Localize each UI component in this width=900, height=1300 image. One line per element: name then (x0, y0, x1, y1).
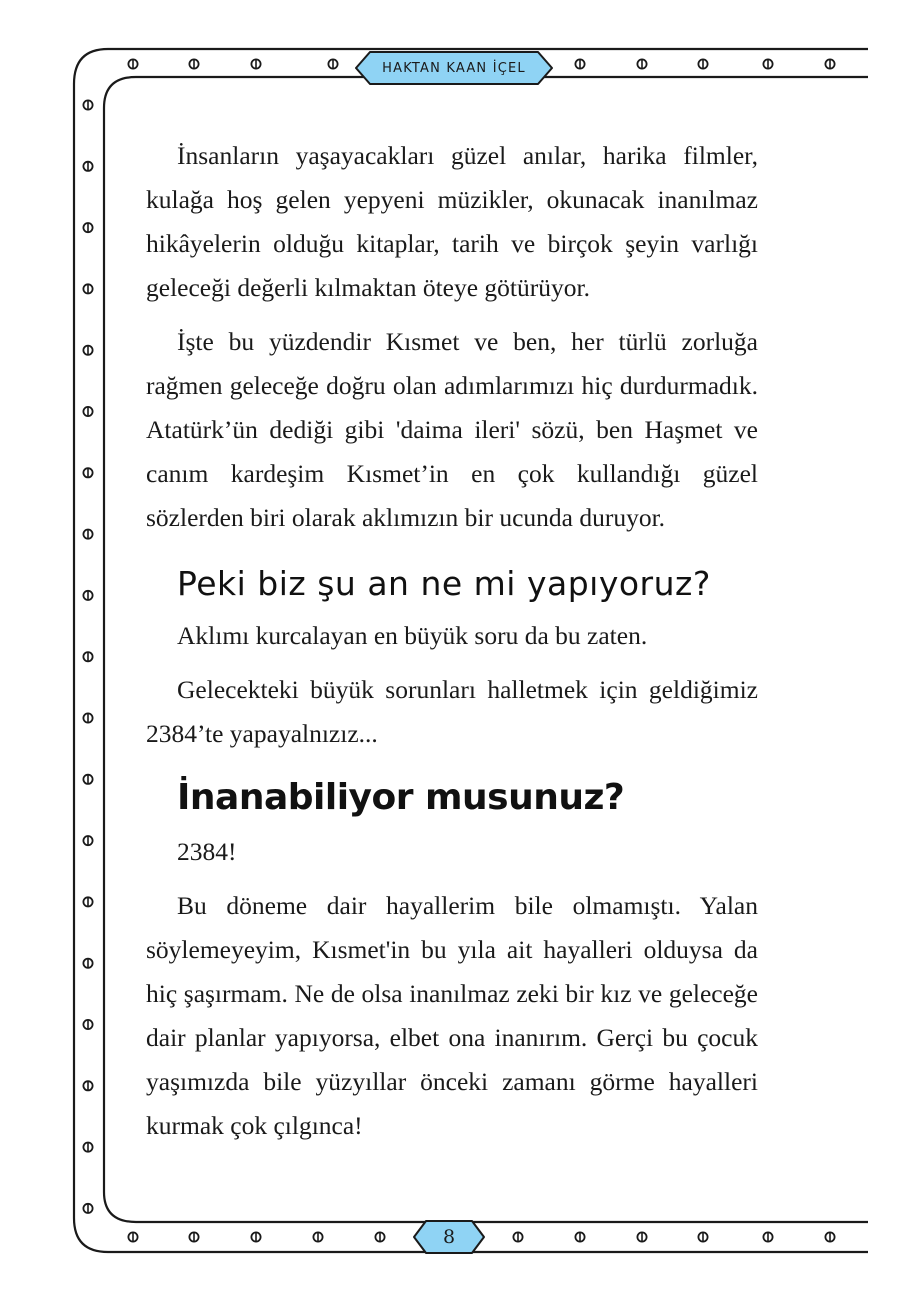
rivet-icon (128, 59, 137, 68)
rivet-icon (83, 897, 92, 906)
rivet-icon (825, 1232, 834, 1241)
rivet-icon (189, 1232, 198, 1241)
rivet-icon (189, 59, 198, 68)
rivet-icon (128, 1232, 137, 1241)
rivet-icon (825, 59, 834, 68)
rivet-icon (637, 59, 646, 68)
page-content (146, 134, 758, 1148)
rivet-icon (763, 59, 772, 68)
rivet-icon (313, 1232, 322, 1241)
rivet-icon (83, 407, 92, 416)
rivet-icon (83, 346, 92, 355)
paragraph-3: Aklımı kurcalayan en büyük soru da bu zaten. (177, 621, 648, 650)
rivet-icon (83, 775, 92, 784)
rivet-icon (83, 1020, 92, 1029)
rivet-icon (83, 162, 92, 171)
rivet-icon (575, 1232, 584, 1241)
rivet-icon (83, 100, 92, 109)
rivet-icon (83, 652, 92, 661)
rivet-icon (328, 59, 337, 68)
rivet-icon (375, 1232, 384, 1241)
page-number: 8 (442, 1226, 456, 1248)
rivet-icon (575, 59, 584, 68)
rivet-icon (698, 59, 707, 68)
paragraph-6: Bu döneme dair hayallerim bile olmamıştı. Yalan söylemeyeyim, Kısmet'in bu yıla ait hayalleri olduysa da hiç şaşırmam. Ne de olsa inanılmaz zeki bir kız ve geleceğe dair planlar yapıyorsa, elbet ona inanırım. Gerçi bu çocuk yaşımızda bile yüzyıllar önceki zamanı görme hayalleri kurmak çok çılgınca! (146, 891, 758, 1140)
heading-exclaim: İnanabiliyor musunuz? (177, 777, 625, 818)
paragraph-2: İşte bu yüzdendir Kısmet ve ben, her türlü zorluğa rağmen geleceğe doğru olan adımlarımızı hiç durdurmadık. Atatürk’ün dediği gibi 'daima ileri' sözü, ben Haşmet ve canım kardeşim Kısmet’in en çok kullandığı güzel sözlerden biri olarak aklımızın bir ucunda duruyor. (146, 327, 758, 532)
heading-question: Peki biz şu an ne mi yapıyoruz? (177, 564, 711, 603)
rivet-icon (83, 1204, 92, 1213)
rivet-icon (83, 530, 92, 539)
rivet-icon (83, 836, 92, 845)
rivet-icon (83, 591, 92, 600)
rivet-icon (698, 1232, 707, 1241)
rivet-icon (763, 1232, 772, 1241)
paragraph-1: İnsanların yaşayacakları güzel anılar, harika filmler, kulağa hoş gelen yepyeni müzikler, okunacak inanılmaz hikâyelerin olduğu kitaplar, tarih ve birçok şeyin varlığı geleceği değerli kılmaktan öteye götürüyor. (146, 141, 758, 302)
rivet-icon (83, 1143, 92, 1152)
rivet-icon (513, 1232, 522, 1241)
rivet-icon (83, 713, 92, 722)
rivet-icon (83, 959, 92, 968)
header-author: HAKTAN KAAN İÇEL (382, 60, 526, 76)
rivet-icon (83, 223, 92, 232)
rivet-icon (83, 468, 92, 477)
paragraph-4: Gelecekteki büyük sorunları halletmek için geldiğimiz 2384’te yapayalnızız... (146, 675, 758, 748)
rivet-icon (83, 1081, 92, 1090)
rivet-icon (83, 284, 92, 293)
rivet-icon (251, 59, 260, 68)
rivet-icon (637, 1232, 646, 1241)
paragraph-5: 2384! (177, 837, 237, 866)
rivet-icon (251, 1232, 260, 1241)
